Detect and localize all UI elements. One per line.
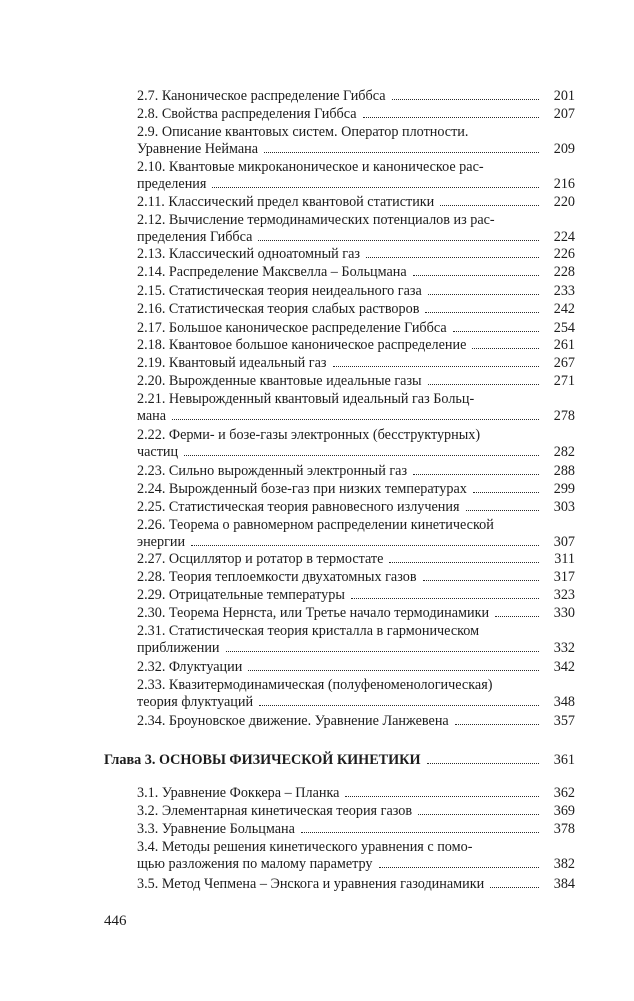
toc-entry-title: Глава 3. ОСНОВЫ ФИЗИЧЕСКОЙ КИНЕТИКИ [104, 752, 421, 768]
toc-entry-title: 2.17. Большое каноническое распределение Гиббса [137, 320, 447, 336]
toc-page-number: 323 [553, 587, 575, 603]
toc-page-number: 330 [553, 605, 575, 621]
toc-entry-line [137, 88, 575, 105]
toc-entry [137, 499, 575, 516]
toc-entry-title: мана [137, 408, 167, 424]
toc-entry-line [137, 677, 575, 694]
dot-leader [184, 455, 539, 456]
toc-page-number: 271 [553, 373, 575, 389]
dot-leader [191, 545, 539, 546]
toc-entry [137, 605, 575, 622]
toc-entry-line [137, 534, 575, 551]
dot-leader [418, 814, 539, 815]
toc-page-number: 299 [553, 481, 575, 497]
toc-page-number: 382 [553, 856, 575, 872]
toc-entry-title: 2.11. Классический предел квантовой статистики [137, 194, 435, 210]
dot-leader [423, 580, 539, 581]
toc-entry-title: 2.33. Квазитермодинамическая (полуфеноменологическая) [137, 677, 493, 693]
toc-entry-line [137, 876, 575, 893]
toc-entry [137, 124, 575, 158]
dot-leader [389, 562, 539, 563]
toc-entry-line [137, 124, 575, 141]
dot-leader [428, 384, 539, 385]
dot-leader [248, 670, 539, 671]
toc-page-number: 282 [553, 444, 575, 460]
toc-entry [137, 876, 575, 893]
dot-leader [301, 832, 539, 833]
toc-entry-title: 2.26. Теорема о равномерном распределении кинетической [137, 517, 494, 533]
toc-entry-title: 2.34. Броуновское движение. Уравнение Ланжевена [137, 713, 449, 729]
toc-entry-title: 2.22. Ферми- и бозе-газы электронных (бесструктурных) [137, 427, 481, 443]
toc-entry-title: 2.14. Распределение Максвелла – Больцмана [137, 264, 407, 280]
toc-entry [137, 659, 575, 676]
toc-entry-line [137, 856, 575, 873]
toc-entry [137, 355, 575, 372]
toc-entry [137, 194, 575, 211]
toc-page-number: 342 [553, 659, 575, 675]
toc-entry [137, 463, 575, 480]
dot-leader [428, 294, 539, 295]
toc-entry-title: 2.28. Теория теплоемкости двухатомных газов [137, 569, 417, 585]
toc-entry [137, 569, 575, 586]
dot-leader [472, 348, 539, 349]
toc-entry-line [137, 659, 575, 676]
toc-page-number: 216 [553, 176, 575, 192]
toc-entry [137, 481, 575, 498]
toc-entry [137, 212, 575, 246]
toc-entry-line [137, 839, 575, 856]
toc-page-number: 220 [553, 194, 575, 210]
toc-page-number: 378 [553, 821, 575, 837]
toc-entry-line [137, 444, 575, 461]
toc-chapter-heading [104, 752, 575, 769]
toc-entry-line [137, 587, 575, 604]
toc-entry [137, 88, 575, 105]
toc-entry-title: 2.20. Вырожденные квантовые идеальные газы [137, 373, 422, 389]
toc-entry-title: 2.32. Флуктуации [137, 659, 243, 675]
dot-leader [440, 205, 539, 206]
toc-entry-line [137, 355, 575, 372]
toc-page-number: 361 [553, 752, 575, 768]
toc-entry [137, 283, 575, 300]
toc-page-number: 224 [553, 229, 575, 245]
toc-entry [137, 301, 575, 318]
toc-entry [137, 677, 575, 711]
toc-entry [137, 427, 575, 461]
dot-leader [366, 257, 539, 258]
toc-page-number: 348 [553, 694, 575, 710]
toc-entry-line [137, 499, 575, 516]
toc-entry-title: энергии [137, 534, 186, 550]
toc-page-number: 267 [553, 355, 575, 371]
toc-entry-title: 3.4. Методы решения кинетического уравнения с помо- [137, 839, 473, 855]
toc-entry-title: приближении [137, 640, 220, 656]
toc-entry-title: 2.19. Квантовый идеальный газ [137, 355, 327, 371]
dot-leader [453, 331, 539, 332]
dot-leader [258, 240, 539, 241]
toc-entry-line [137, 427, 575, 444]
toc-entry-title: 2.21. Невырожденный квантовый идеальный газ Больц- [137, 391, 475, 407]
toc-entry-line [137, 463, 575, 480]
toc-entry [137, 803, 575, 820]
page-number: 446 [104, 913, 127, 929]
toc-entry-title: 2.31. Статистическая теория кристалла в гармоническом [137, 623, 480, 639]
toc-entry [137, 246, 575, 263]
dot-leader [490, 887, 539, 888]
toc-entry-line [137, 713, 575, 730]
toc-entry-title: 2.23. Сильно вырожденный электронный газ [137, 463, 408, 479]
toc-page-number: 261 [553, 337, 575, 353]
toc-entry-title: пределения [137, 176, 207, 192]
toc-entry-line [137, 481, 575, 498]
toc-entry-title: 2.7. Каноническое распределение Гиббса [137, 88, 386, 104]
dot-leader [392, 99, 539, 100]
toc-entry-title: 2.25. Статистическая теория равновесного излучения [137, 499, 460, 515]
toc-entry-line [137, 517, 575, 534]
toc-page-number: 233 [553, 283, 575, 299]
toc-entry-title: 2.13. Классический одноатомный газ [137, 246, 360, 262]
dot-leader [413, 275, 539, 276]
toc-entry-line [137, 623, 575, 640]
toc-page-number: 357 [553, 713, 575, 729]
toc-entry-title: 2.27. Осциллятор и ротатор в термостате [137, 551, 384, 567]
toc-entry [137, 337, 575, 354]
toc-entry-line [137, 785, 575, 802]
toc-entry-title: 2.9. Описание квантовых систем. Оператор плотности. [137, 124, 469, 140]
toc-entry-line [137, 301, 575, 318]
toc-entry-line [137, 159, 575, 176]
toc-entry-line [137, 283, 575, 300]
toc-entry-title: 2.12. Вычисление термодинамических потенциалов из рас- [137, 212, 495, 228]
dot-leader [413, 474, 539, 475]
toc-entry-title: 2.16. Статистическая теория слабых растворов [137, 301, 420, 317]
toc-entry [137, 623, 575, 657]
toc-entry-title: 2.29. Отрицательные температуры [137, 587, 345, 603]
toc-entry-line [137, 264, 575, 281]
toc-entry-title: щью разложения по малому параметру [137, 856, 373, 872]
toc-entry-line [137, 605, 575, 622]
toc-entry [137, 320, 575, 337]
toc-entry [137, 785, 575, 802]
toc-entry [137, 587, 575, 604]
toc-entry-title: 2.30. Теорема Нернста, или Третье начало термодинамики [137, 605, 490, 621]
toc-entry-title: Уравнение Неймана [137, 141, 259, 157]
toc-page-number: 362 [553, 785, 575, 801]
toc-entry-title: 3.5. Метод Чепмена – Энскога и уравнения газодинамики [137, 876, 485, 892]
toc-entry-line [137, 176, 575, 193]
toc-entry [137, 839, 575, 873]
toc-entry [137, 713, 575, 730]
toc-entry-line [137, 337, 575, 354]
toc-entry [137, 159, 575, 193]
toc-page-number: 332 [553, 640, 575, 656]
dot-leader [425, 312, 539, 313]
toc-page-number: 384 [553, 876, 575, 892]
toc-entry-line [137, 640, 575, 657]
toc-entry [137, 264, 575, 281]
toc-page-number: 311 [554, 551, 575, 567]
toc-page-number: 288 [553, 463, 575, 479]
toc-entry-title: 3.3. Уравнение Больцмана [137, 821, 295, 837]
toc-entry-title: 2.24. Вырожденный бозе-газ при низких температурах [137, 481, 467, 497]
toc-entry-line [137, 106, 575, 123]
dot-leader [363, 117, 539, 118]
dot-leader [264, 152, 539, 153]
toc-entry-title: 2.15. Статистическая теория неидеального газа [137, 283, 422, 299]
toc-page-number: 209 [553, 141, 575, 157]
dot-leader [226, 651, 539, 652]
toc-entry-line [137, 320, 575, 337]
toc-entry [137, 517, 575, 551]
toc-entry-line [137, 408, 575, 425]
toc-page-number: 317 [553, 569, 575, 585]
toc-entry [137, 373, 575, 390]
dot-leader [495, 616, 539, 617]
toc-entry-line [137, 694, 575, 711]
toc-page-number: 207 [553, 106, 575, 122]
dot-leader [212, 187, 539, 188]
dot-leader [345, 796, 539, 797]
toc-entry-line [137, 141, 575, 158]
toc-entry-title: теория флуктуаций [137, 694, 254, 710]
toc-page-number: 228 [553, 264, 575, 280]
dot-leader [455, 724, 539, 725]
toc-entry-line [137, 821, 575, 838]
dot-leader [172, 419, 539, 420]
toc-entry-line [137, 551, 575, 568]
dot-leader [259, 705, 539, 706]
toc-entry-title: 3.2. Элементарная кинетическая теория газов [137, 803, 413, 819]
toc-entry-line [137, 391, 575, 408]
toc-entry [137, 391, 575, 425]
toc-page-number: 303 [553, 499, 575, 515]
toc-entry [137, 551, 575, 568]
toc-entry-title: 2.8. Свойства распределения Гиббса [137, 106, 357, 122]
toc-entry-line [137, 569, 575, 586]
toc-page-number: 226 [553, 246, 575, 262]
dot-leader [333, 366, 539, 367]
toc-entry [137, 821, 575, 838]
dot-leader [466, 510, 539, 511]
toc-entry-title: 3.1. Уравнение Фоккера – Планка [137, 785, 340, 801]
toc-entry-title: частиц [137, 444, 179, 460]
toc-page-number: 369 [553, 803, 575, 819]
toc-page-number: 307 [553, 534, 575, 550]
toc-entry-title: 2.10. Квантовые микроканоническое и каноническое рас- [137, 159, 484, 175]
dot-leader [473, 492, 539, 493]
toc-entry-title: 2.18. Квантовое большое каноническое распределение [137, 337, 467, 353]
toc-entry [137, 106, 575, 123]
toc-entry-line [137, 212, 575, 229]
toc-entry-title: пределения Гиббса [137, 229, 253, 245]
toc-page-number: 278 [553, 408, 575, 424]
dot-leader [427, 763, 540, 764]
toc-entry-line [137, 373, 575, 390]
toc-entry-line [137, 803, 575, 820]
toc-entry-line [104, 752, 575, 769]
toc-entry-line [137, 194, 575, 211]
toc-page-number: 201 [553, 88, 575, 104]
toc-page-number: 254 [553, 320, 575, 336]
dot-leader [351, 598, 539, 599]
toc-page-number: 242 [553, 301, 575, 317]
toc-entry-line [137, 246, 575, 263]
dot-leader [379, 867, 539, 868]
toc-entry-line [137, 229, 575, 246]
